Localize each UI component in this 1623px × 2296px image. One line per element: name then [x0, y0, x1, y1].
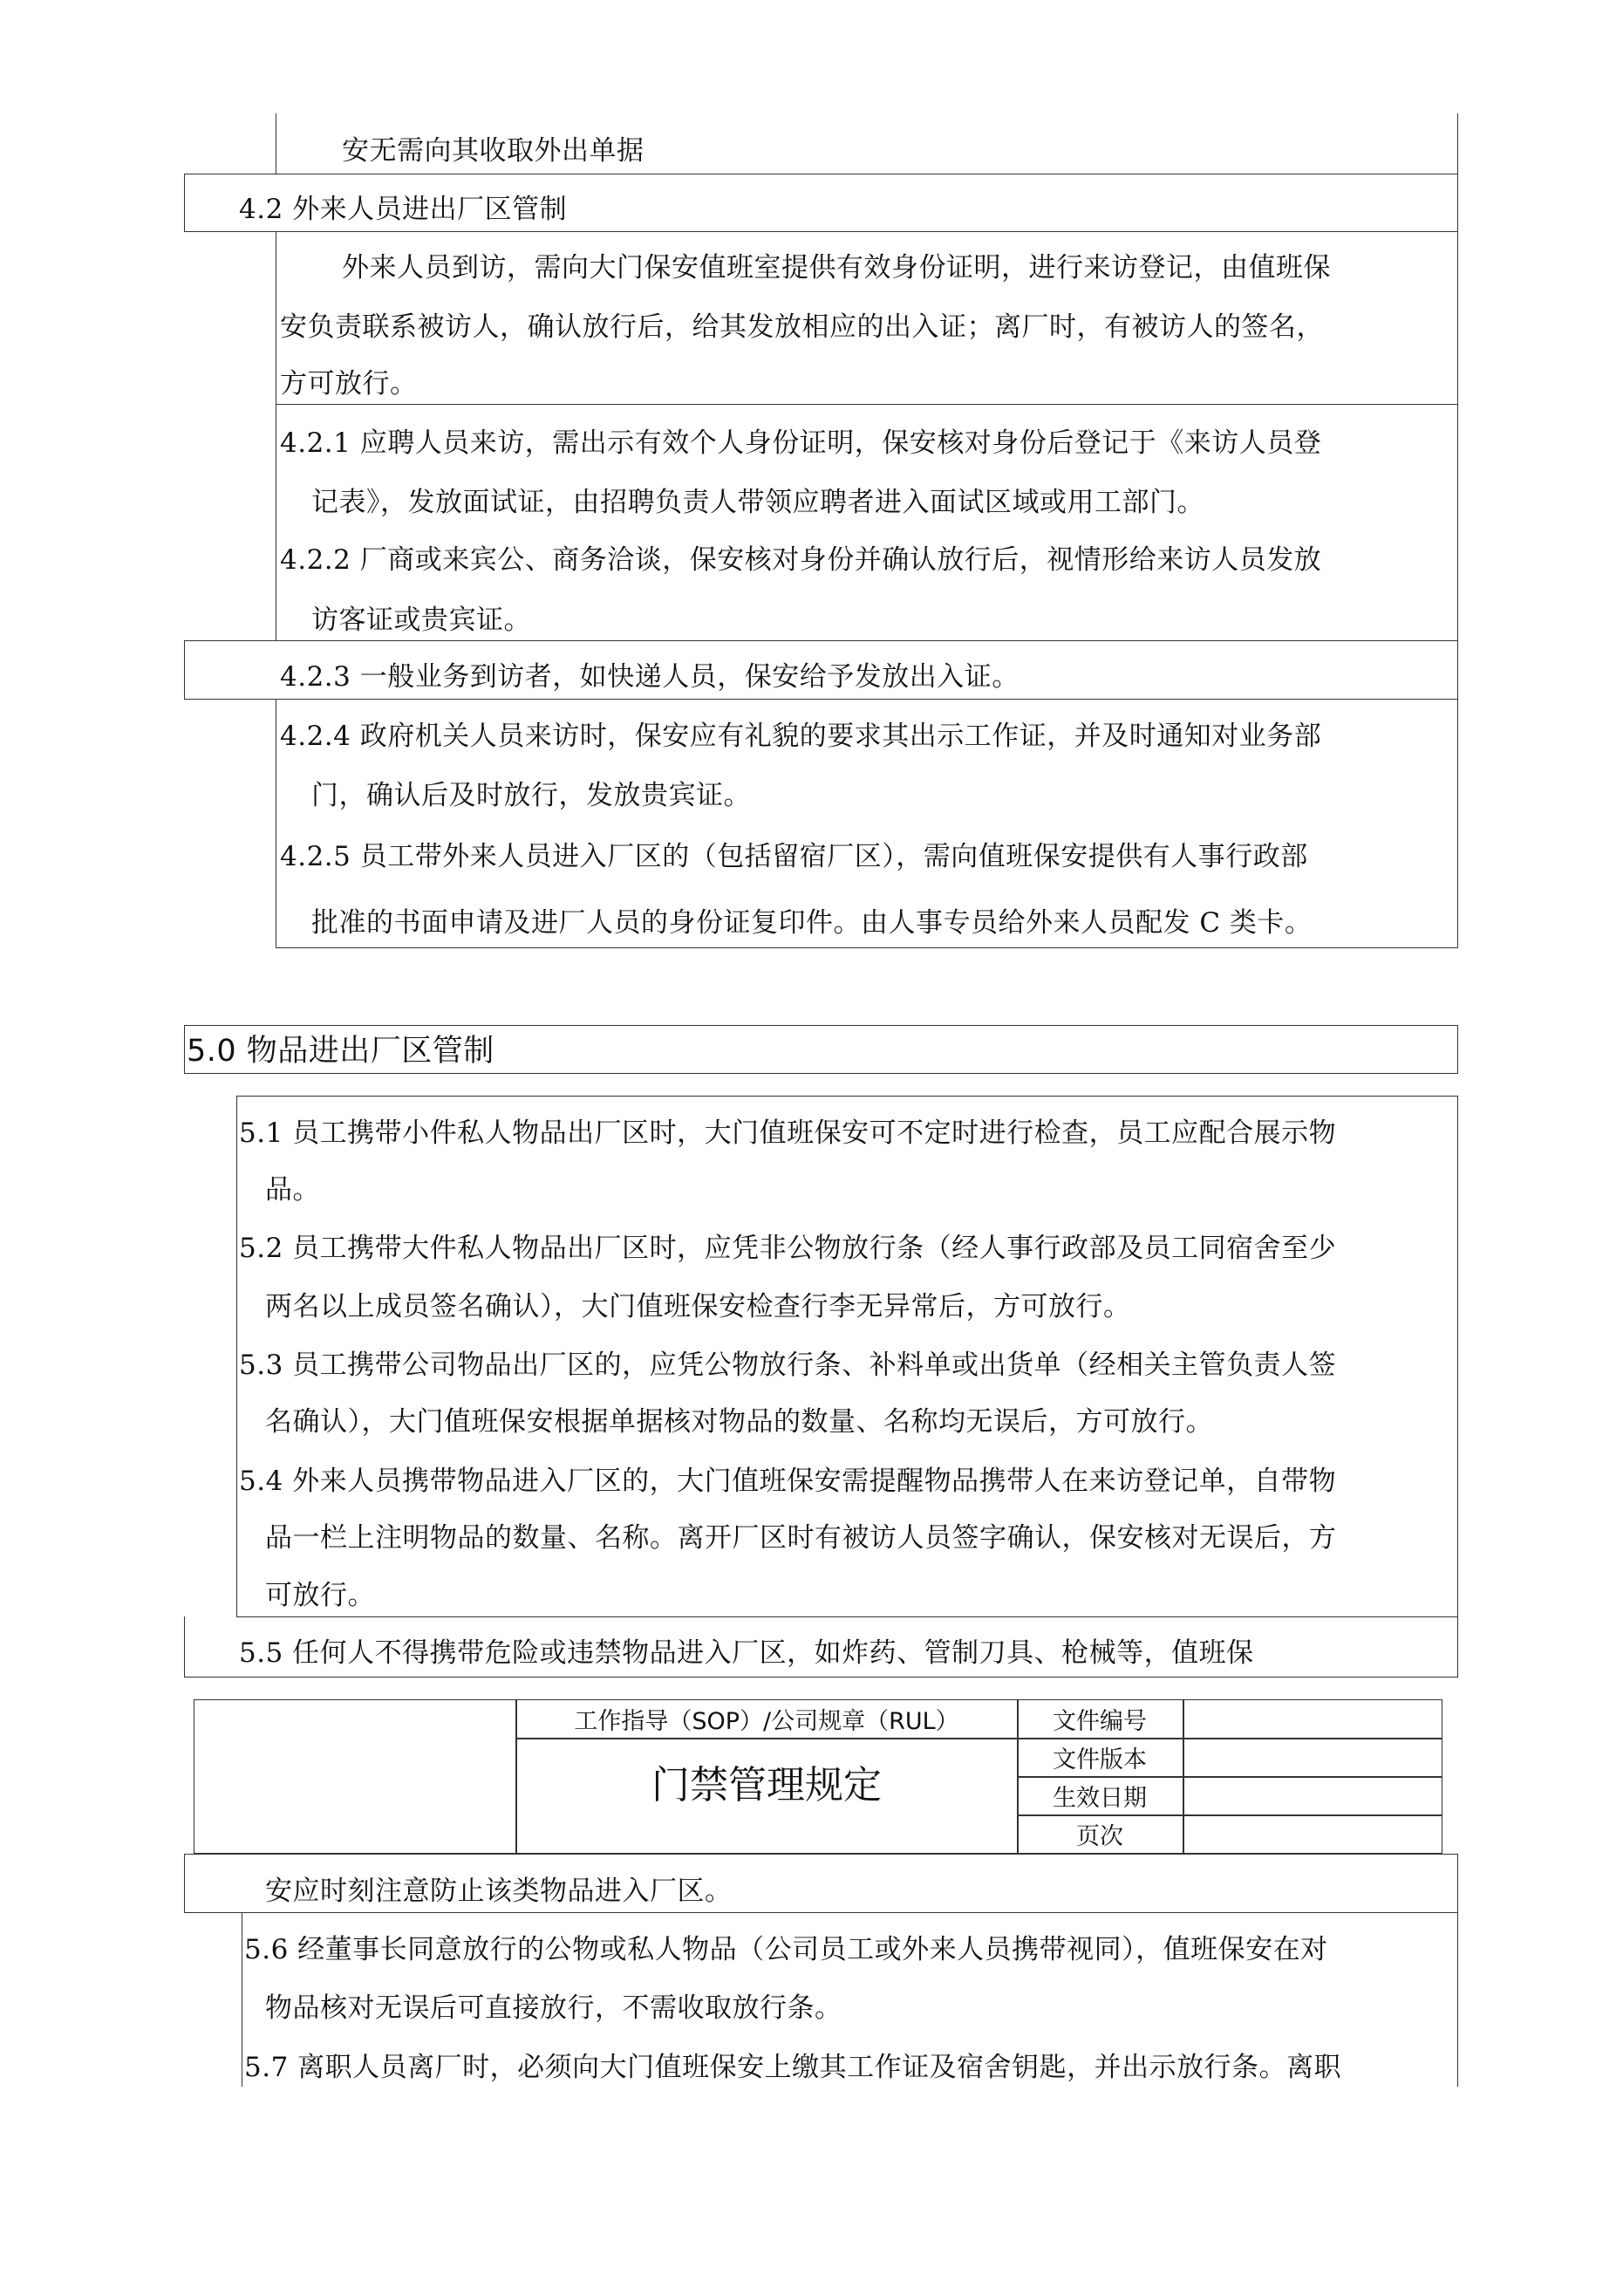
header-value-number — [1183, 1699, 1442, 1738]
header-doc-title: 门禁管理规定 — [651, 1763, 882, 1807]
item-5-3-line2: 名确认），大门值班保安根据单据核对物品的数量、名称均无误后，方可放行。 — [265, 1406, 1213, 1438]
header-field-date: 生效日期 — [1053, 1784, 1147, 1812]
header-field-number: 文件编号 — [1053, 1707, 1147, 1735]
item-5-4-line2: 品一栏上注明物品的数量、名称。离开厂区时有被访人员签字确认，保安核对无误后，方 — [265, 1522, 1337, 1554]
header-value-page — [1183, 1814, 1442, 1854]
item-4-2-1-line2: 记表》，发放面试证，由招聘负责人带领应聘者进入面试区域或用工部门。 — [311, 487, 1204, 518]
section-5-title: 5.0 物品进出厂区管制 — [187, 1034, 494, 1069]
item-4-2-4-line1: 4.2.4 政府机关人员来访时，保安应有礼貌的要求其出示工作证，并及时通知对业务部 — [280, 721, 1322, 752]
item-5-3-line1: 5.3 员工携带公司物品出厂区的，应凭公物放行条、补料单或出货单（经相关主管负责人签 — [239, 1350, 1337, 1381]
item-5-1-line2: 品。 — [265, 1174, 320, 1206]
para-4-2-line3: 方可放行。 — [280, 368, 418, 400]
header-value-version — [1183, 1738, 1442, 1776]
item-5-4-line1: 5.4 外来人员携带物品进入厂区的，大门值班保安需提醒物品携带人在来访登记单，自带物 — [239, 1466, 1337, 1497]
item-5-5-line1: 5.5 任何人不得携带危险或违禁物品进入厂区，如炸药、管制刀具、枪械等，值班保 — [239, 1637, 1254, 1669]
item-5-2-line2: 两名以上成员签名确认），大门值班保安检查行李无异常后，方可放行。 — [265, 1291, 1131, 1322]
text-top-continuation: 安无需向其收取外出单据 — [342, 135, 644, 167]
item-4-2-5-line1: 4.2.5 员工带外来人员进入厂区的（包括留宿厂区），需向值班保安提供有人事行政部 — [280, 841, 1308, 872]
item-4-2-4-line2: 门，确认后及时放行，发放贵宾证。 — [311, 780, 751, 811]
para-4-2-line2: 安负责联系被访人，确认放行后，给其发放相应的出入证；离厂时，有被访人的签名， — [280, 311, 1324, 343]
item-5-4-line3: 可放行。 — [265, 1580, 375, 1611]
header-value-date — [1183, 1776, 1442, 1814]
item-5-6-line1: 5.6 经董事长同意放行的公物或私人物品（公司员工或外来人员携带视同），值班保安在对 — [244, 1934, 1328, 1965]
item-4-2-3: 4.2.3 一般业务到访者，如快递人员，保安给予发放出入证。 — [280, 661, 1019, 693]
header-field-page: 页次 — [1076, 1823, 1123, 1850]
item-4-2-2-line2: 访客证或贵宾证。 — [311, 605, 531, 636]
item-5-1-line1: 5.1 员工携带小件私人物品出厂区时，大门值班保安可不定时进行检查，员工应配合展示物 — [239, 1117, 1337, 1149]
item-5-7-line1: 5.7 离职人员离厂时，必须向大门值班保安上缴其工作证及宿舍钥匙，并出示放行条。离职 — [244, 2052, 1342, 2083]
item-5-5-line2: 安应时刻注意防止该类物品进入厂区。 — [265, 1876, 733, 1907]
heading-4-2: 4.2 外来人员进出厂区管制 — [239, 194, 568, 225]
item-4-2-5-line2: 批准的书面申请及进厂人员的身份证复印件。由人事专员给外来人员配发 C 类卡。 — [311, 907, 1313, 939]
para-4-2-line1: 外来人员到访，需向大门保安值班室提供有效身份证明，进行来访登记，由值班保 — [342, 252, 1331, 284]
item-5-2-line1: 5.2 员工携带大件私人物品出厂区时，应凭非公物放行条（经人事行政部及员工同宿舍至少 — [239, 1233, 1337, 1264]
header-field-version: 文件版本 — [1053, 1746, 1147, 1773]
header-sop-label: 工作指导（SOP）/公司规章（RUL） — [574, 1707, 959, 1735]
item-5-6-line2: 物品核对无误后可直接放行，不需收取放行条。 — [265, 1992, 842, 2024]
item-4-2-1-line1: 4.2.1 应聘人员来访，需出示有效个人身份证明，保安核对身份后登记于《来访人员登 — [280, 427, 1322, 459]
item-4-2-2-line1: 4.2.2 厂商或来宾公、商务洽谈，保安核对身份并确认放行后，视情形给来访人员发放 — [280, 544, 1322, 576]
